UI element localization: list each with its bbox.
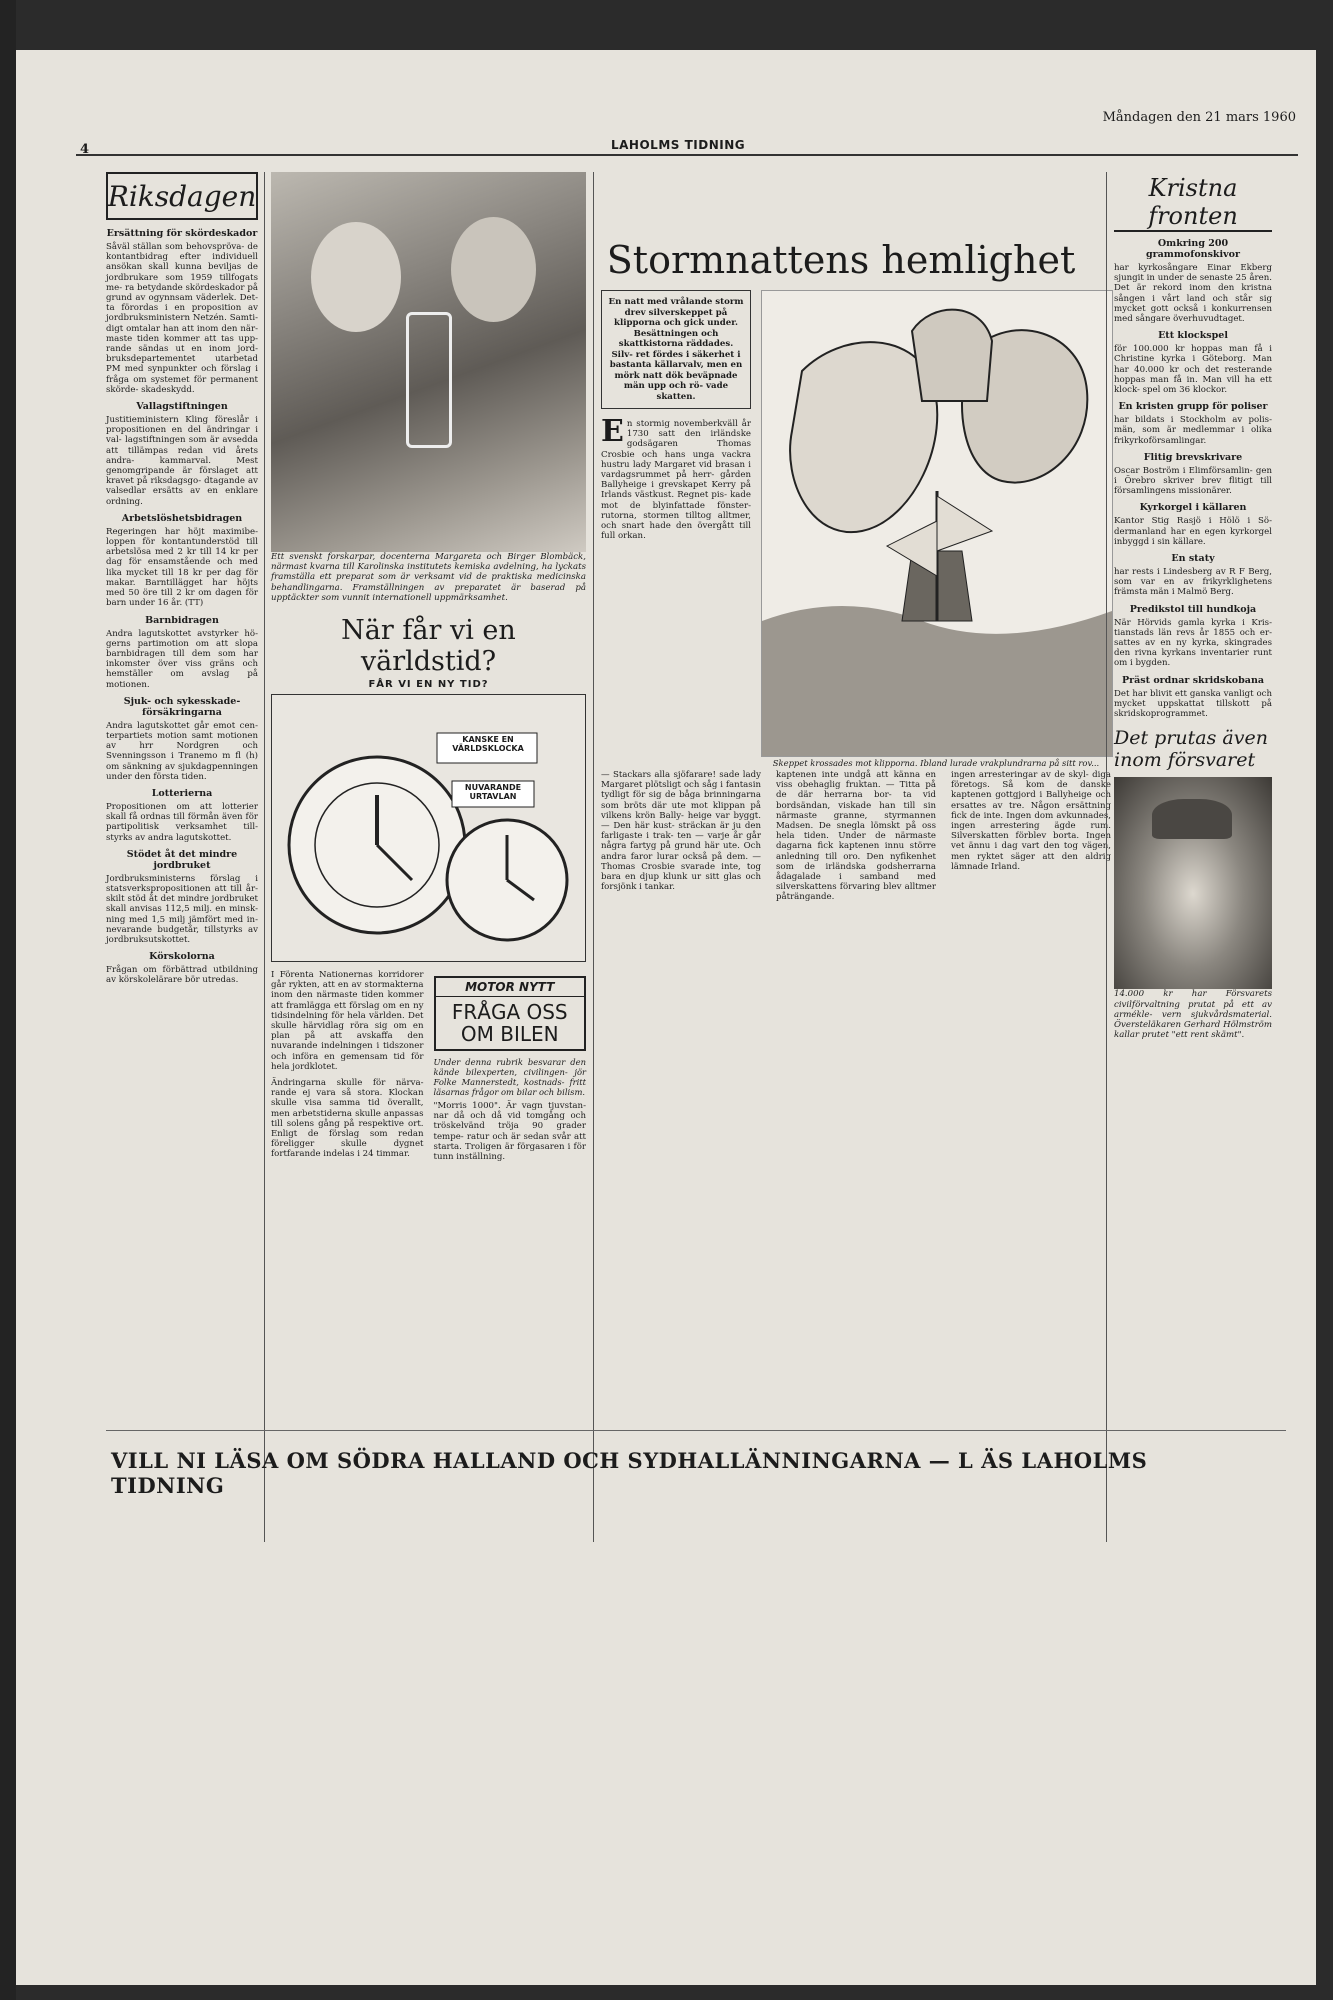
section-heading: Stödet åt det mindre jordbruket [126, 848, 238, 871]
worldtime-text: I Förenta Nationernas korridorer går rykten, att en av stormakterna inom den närmaste tiden kommer att framlägga ett förslag om en ny tidsindelning för hela världen. Det skulle härvidlag röra sig om en plan på att avskaffa den nuvarande indelningen i tidszoner och införa en gemensam tid för hela jordklotet. [271, 970, 424, 1072]
storm-lead-column [601, 290, 751, 544]
section-text: Kantor Stig Rasjö i Hölö i Sö- dermanland har en egen kyrkorgel inbyggd i sin källare. [1114, 516, 1272, 547]
section-text: har rests i Lindesberg av R F Berg, som var en av frikyrklighetens främsta män i Malmö Berg. [1114, 567, 1272, 598]
riksdagen-sections [106, 228, 258, 986]
section-text: Justitieministern Kling föreslår i propositionen en del ändringar i val- lagstiftningen som är avsedda att tillämpas redan vid årets andra- kammarval. Mest genomgripande är förslaget att kravet på riksdagsgo- dtagande av valsedlar ersätts av en enklare ordning. [106, 415, 258, 507]
drop-cap: E [601, 414, 624, 449]
column-rule [1106, 172, 1107, 1542]
section-text: har bildats i Stockholm av polis- män, som är medlemmar i olika frikyrkoförsamlingar. [1114, 415, 1272, 446]
section-heading: Vallagstiftningen [136, 401, 228, 413]
section-text: Andra lagutskottet avstyrker hö- gerns partimotion om att slopa barnbidragen till dem som har inkomster över viss gräns och hemställer om avslag på motionen. [106, 628, 258, 690]
researcher-face [451, 217, 536, 322]
section-text: När Hörvids gamla kyrka i Kris- tianstads län revs år 1855 och er- sattes av en ny kyrka, skingrades den rivna kyrkans inventarier runt om i bygden. [1114, 617, 1272, 669]
section-text: Regeringen har höjt maximibe- loppen för kontantunderstöd till arbetslösa med 2 kr till 14 kr per dag för ensamstående och med lika mycket till 18 kr per dag för makar. Barntillägget har höjts med 50 öre till 2 kr om dagen för barn under 16 år. (TT) [106, 526, 258, 609]
paper-name: LAHOLMS TIDNING [611, 138, 746, 152]
worldtime-text: Ändringarna skulle för närva- rande ej vara så stora. Klockan skulle visa samma tid överallt, men arbetstiderna skulle anpassas till solens gång på respektive ort. Enligt de förslag som redan föreligger skulle dygnet fortfarande indelas i 24 timmar. [271, 1078, 424, 1160]
section-heading: En kristen grupp för poliser [1118, 401, 1268, 413]
section-text: Det har blivit ett ganska vanligt och mycket uppskattat tillskott på skridskoprogrammet. [1114, 688, 1272, 720]
clock-illustration [271, 694, 586, 962]
photo-caption: Ett svenskt forskarpar, docenterna Margareta och Birger Blombäck, närmast kvarna till Karolinska institutets kemiska avdelning, ha lyckats framställa ett preparat som är verksamt vid de praktiska medicinska behandlingarna. Framställningen av preparatet är baserad på upptäckter som vunnit internationell uppmärksamhet. [271, 552, 586, 603]
section-text: Propositionen om att lotterier skall få ordnas till förmån även för partipolitisk verksamhet till- styrks av andra lagutskottet. [106, 801, 258, 843]
worldclock-label: KANSKE EN VÄRLDSKLOCKA [452, 735, 524, 754]
section-text: har kyrkosångare Einar Ekberg sjungit in under de senaste 25 åren. Det är rekord inom den kristna sången i vårt land och står sig mycket gott också i konkurrensen med sångare överhuvudtaget. [1114, 263, 1272, 325]
storm-lead-box: En natt med vrålande storm drev silverskeppet på klipporna och gick under. Besättningen och skattkistorna räddades. Silv- ret fördes i säkerhet i bastanta källarvalv, men en mörk natt dök beväpnade män upp och rö- vade skatten. [601, 290, 751, 409]
issue-date: Måndagen den 21 mars 1960 [1102, 110, 1296, 125]
storm-text-column [776, 770, 936, 906]
section-heading: Ett klockspel [1158, 330, 1228, 342]
section-heading: Arbetslöshetsbidragen [121, 512, 243, 524]
researcher-face [311, 222, 401, 332]
kristna-fronten-column [1114, 110, 1272, 1043]
riksdagen-heading: Riksdagen [106, 172, 258, 220]
worldtime-headline: När får vi en världstid? [341, 615, 516, 678]
science-column [271, 172, 586, 1162]
storm-headline: Stormnattens hemlighet [606, 238, 1076, 282]
banner-rule [106, 1430, 1286, 1431]
section-text: Frågan om förbättrad utbildning av körskolelärare bör utredas. [106, 965, 258, 986]
motor-nytt-box [434, 976, 587, 1051]
section-text: Såväl ställan som behovspröva- de kontantbidrag efter individuell ansökan skall kunna beviljas de jordbrukare som 1959 tillfogats me- ra betydande skördeskador på grund av ogynnsam väderlek. Det- ta förordas i en proposition av jordbruksministern Netzén. Samti- digt omtalar han att inom den när- maste tiden kommer att tas upp- rande sändas ut en inom jord- bruksdepartementet utarbetad PM med synpunkter och förslag i fråga om systemet för permanent skörde- skadeskydd. [106, 242, 258, 395]
section-text: för 100.000 kr hoppas man få i Christine kyrka i Göteborg. Man har 40.000 kr och det resterande hoppas man få in. Man vill ha ett klock- spel om 36 klockor. [1114, 344, 1272, 396]
motor-intro: Under denna rubrik besvarar den kände bilexperten, civilingen- jör Folke Mannerstedt, kostnads- fritt läsarnas frågor om bilar och bilism. [433, 1057, 586, 1098]
newspaper-page [16, 50, 1316, 1985]
officer-photo [1114, 777, 1272, 989]
officer-photo-caption: 14.000 kr har Försvarets civilförvaltning prutat på ett av armékle- vern sjukvårdsmaterial. Översteläkaren Gerhard Hölmström kallar prutet "ett rent skämt". [1114, 989, 1272, 1041]
pirates-illustration [761, 290, 1113, 757]
column-rule [593, 172, 594, 1542]
page-number: 4 [80, 142, 90, 157]
motor-nytt-band: MOTOR NYTT [436, 978, 585, 997]
lab-flask [406, 312, 452, 448]
storm-intro: n stormig novemberkväll år 1730 satt den irländske godsägaren Thomas Crosbie och hans unga vackra hustru lady Margaret vid brasan i vardagsrummet på herr- gården Ballyheige i grevskapet Kerry på Irlands västkust. Regnet pis- kade mot de blyinfattade fönster- rutorna, stormen tilltog alltmer, och snart hade den övergått till full orkan. [601, 419, 751, 542]
worldtime-subheading: FÅR VI EN NY TID? [368, 679, 489, 691]
section-heading: Predikstol till hundkoja [1129, 603, 1257, 615]
section-text: Jordbruksministerns förslag i statsverkspropositionen att till år- skilt stöd åt det mindre jordbruket skall anvisas 112,5 milj. en minsk- ning med 1,5 milj jämfört med in- nevarande budgetår, tillstyrks av jordbruksutskottet. [106, 873, 258, 945]
page-edge-shadow [0, 0, 16, 2000]
motor-text: "Morris 1000". Är vagn tjuvstan- nar då och då vid tomgång och tröskelvänd tröja 90 grader tempe- ratur och är sedan svår att starta. Troligen är förgasaren i för tunn inställning. [433, 1101, 586, 1163]
storm-text: kaptenen inte undgå att känna en viss obehaglig fruktan. — Titta på de där herrarna bor- ta vid bordsändan, viskade han till sin närmaste granne, styrmannen Madsen. De snegla lömskt på oss hela tiden. Under de närmaste dagarna fick kaptenen innu större anledning till oro. Den nyfikenhet som de irländska godsherrarna ådagalade i samband med silverskattens förvaring blev alltmer påträngande. [776, 770, 936, 903]
section-heading: Körskolorna [149, 951, 215, 963]
section-heading: Barnbidragen [145, 614, 219, 626]
storm-text-column [951, 770, 1111, 875]
column-rule [264, 172, 265, 1542]
storm-text-column [601, 770, 761, 895]
section-heading: Sjuk- och sykesskade- försäkringarna [123, 695, 241, 718]
storm-text: — Stackars alla sjöfarare! sade lady Margaret plötsligt och såg i fantasin tydligt för sig de båga brinningarna som bröts där ute mot klippan på vilkens krön Bally- heige var byggt. — Den här kust- sträckan är ju den farligaste i trak- ten — varje år går några fartyg på grund här ute. Och andra faror lurar också på dem. — Thomas Crosbie svarade inte, tog bara en djup klunk ur sitt glas och forsjönk i tankar. [601, 770, 761, 893]
advertising-banner: VILL NI LÄSA OM SÖDRA HALLAND OCH SYDHALLÄNNINGARNA — L ÄS LAHOLMS TIDNING [111, 1448, 1148, 1498]
section-text: Oscar Boström i Elimförsamlin- gen i Örebro skriver brev flitigt till församlingens missionärer. [1114, 465, 1272, 497]
riksdagen-column [106, 172, 258, 989]
section-heading: En staty [1171, 553, 1215, 565]
current-dial-label: NUVARANDE URTAVLAN [464, 783, 522, 802]
section-heading: Omkring 200 grammofonskivor [1146, 238, 1240, 260]
illustration-caption: Skeppet krossades mot klipporna. Ibland lurade vrakplundrarna på sitt rov... [772, 758, 1100, 768]
motor-headline: FRÅGA OSS OM BILEN [451, 1000, 568, 1047]
section-heading: Kyrkorgel i källaren [1139, 502, 1247, 514]
clock-drawing [272, 695, 585, 959]
section-heading: Ersättning för skördeskador [106, 228, 258, 239]
pirates-drawing [762, 291, 1112, 756]
section-text: Andra lagutskottet går emot cen- terpartiets motion samt motionen av hrr Nordgren och Svenningsson i Tranemo m fl (h) om sänkning av sjukdagpenningen under den första tiden. [106, 720, 258, 782]
storm-text: ingen arresteringar av de skyl- diga företogs. Så kom de danske kaptenen gottgjord i Ballyheige och ersattes av tre. Någon ersättning fick de inte. Ingen dom avkunnades, ingen arrestering ägde rum. Silverskatten förblev borta. Ingen vet ännu i dag vart den tog vägen, men ryktet säger att den aldrig lämnade Irland. [951, 770, 1111, 872]
section-heading: Flitig brevskrivare [1143, 451, 1243, 463]
kristna-fronten-sections [1114, 238, 1272, 719]
kristna-fronten-heading: Kristna fronten [1114, 174, 1272, 232]
defence-headline: Det prutas även inom försvaret [1114, 727, 1268, 772]
military-cap [1152, 799, 1232, 839]
researchers-photo [271, 172, 586, 552]
section-heading: Präst ordnar skridskobana [1121, 674, 1265, 686]
section-heading: Lotterierna [151, 787, 213, 799]
